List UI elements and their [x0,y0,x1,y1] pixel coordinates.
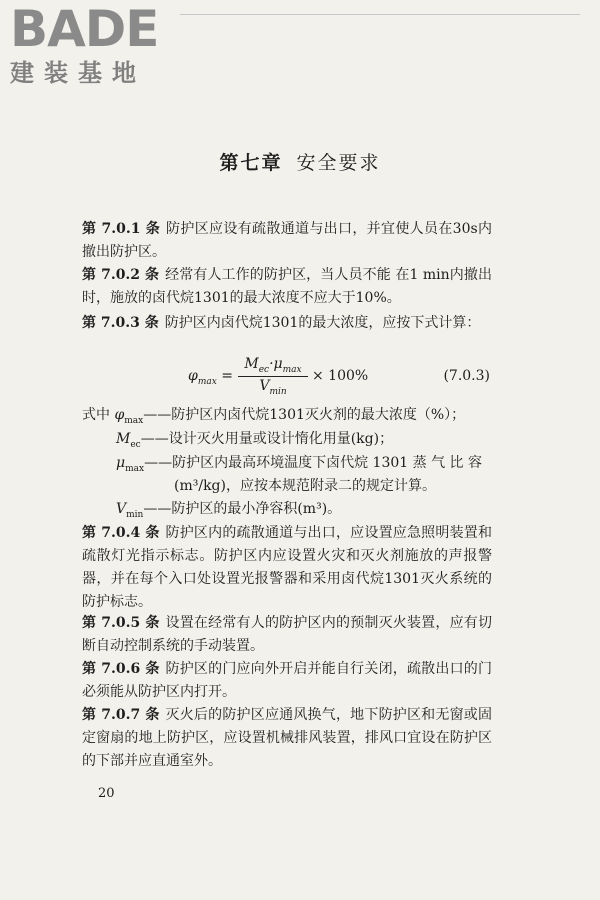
clause [82,612,492,658]
clause [82,522,492,614]
clause-text: 防护区的门应向外开启并能自行关闭，疏散出口的门必须能从防护区内打开。 [82,661,492,700]
formula-multiplier: × 100% [312,368,369,384]
clause-text: 防护区应设有疏散通道与出口，并宜使人员在30s内撤出防护区。 [82,221,492,260]
logo-brand: BADE [10,0,159,58]
definition: $\mu_{max}——$防护区内最高环境温度下卤代烷 1301 蒸 气 比 容 [116,455,482,474]
clause-id: 第 7.0.4 条 [82,525,160,541]
formula [180,356,490,398]
clause-id: 第 7.0.7 条 [82,707,160,723]
clause-id: 第 7.0.3 条 [82,315,159,331]
clause [82,264,492,310]
header-rule [180,14,580,15]
definition: (m³/kg)，应按本规范附录二的规定计算。 [174,478,436,494]
chapter-number: 第七章 [219,152,283,174]
clause [82,704,492,773]
logo-subtitle: 建装基地 [10,59,146,87]
chapter-heading [0,148,600,175]
formula-numerator: $M_{ec}\cdot\mu_{max}$ [238,356,308,377]
formula-lhs: $\varphi_{max}$ = [188,368,233,387]
clause [82,312,492,335]
logo [10,0,159,88]
clause-text: 灭火后的防护区应通风换气，地下防护区和无窗或固定窗扇的地上防护区，应设置机械排风装置，排风口宜设在防护区的下部并应直通室外。 [82,707,492,769]
chapter-title: 安全要求 [296,152,381,174]
equation-number: (7.0.3) [443,368,490,384]
clause [82,658,492,704]
clause [82,218,492,264]
clause-text: 防护区内的疏散通道与出口，应设置应急照明装置和疏散灯光指示标志。防护区内应设置火灾和灭火剂施放的声报警器，并在每个入口处设置光报警器和采用卤代烷1301灭火系统的防护标志。 [82,525,492,610]
clause-id: 第 7.0.5 条 [82,615,160,631]
clause-text: 防护区内卤代烷1301的最大浓度，应按下式计算： [164,315,481,331]
clause-id: 第 7.0.6 条 [82,661,160,677]
page-number: 20 [98,786,115,801]
formula-fraction [238,356,308,397]
definition: 式中 $\varphi_{max}——$防护区内卤代烷1301灭火剂的最大浓度（%）； [82,407,466,426]
clause-text: 设置在经常有人的防护区内的预制灭火装置，应有切断自动控制系统的手动装置。 [82,615,492,654]
clause-text: 经常有人工作的防护区，当人员不能 在1 min内撤出时，施放的卤代烷1301的最大浓度不应大于10%。 [82,267,492,306]
formula-denominator: $V_{min}$ [259,377,287,397]
clause-id: 第 7.0.2 条 [82,267,160,283]
clause-id: 第 7.0.1 条 [82,221,161,237]
definition: $V_{min}——$防护区的最小净容积(m³)。 [116,501,342,520]
definition: $M_{ec}——$设计灭火用量或设计惰化用量(kg)； [116,431,394,450]
